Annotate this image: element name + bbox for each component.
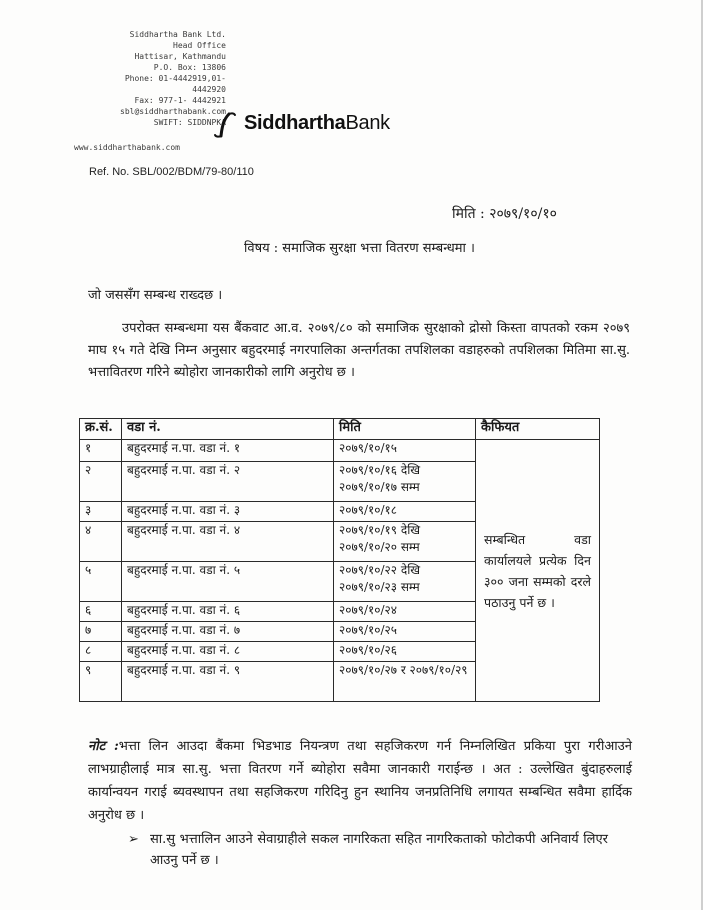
address-line: Fax: 977-1- 4442921 [134, 96, 226, 105]
letter-greeting: जो जससँग सम्बन्ध राख्दछ । [88, 288, 223, 303]
address-line: Siddhartha Bank Ltd. [129, 30, 226, 39]
bank-website: www.siddharthabank.com [74, 143, 180, 152]
cell-serial: १ [80, 440, 122, 462]
cell-serial: ८ [80, 642, 122, 662]
distribution-schedule-table [79, 418, 600, 702]
cell-date: २०७९/१०/१९ देखि २०७९/१०/२० सम्म [334, 522, 476, 562]
cell-ward: बहुदरमाई न.पा. वडा नं. ८ [122, 642, 334, 662]
address-line: sbl@siddharthabank.com [120, 107, 226, 116]
table-row [80, 440, 600, 462]
bullet-text: सा.सु भत्तालिन आउने सेवाग्राहीले सकल नागरिकता सहित नागरिकताको फोटोकपी अनिवार्य लिएर आउनु पर्ने छ । [150, 832, 608, 868]
cell-date: २०७९/१०/२४ [334, 602, 476, 622]
reference-number: Ref. No. SBL/002/BDM/79-80/110 [89, 166, 254, 178]
cell-serial: ७ [80, 622, 122, 642]
header-ward: वडा नं. [122, 419, 334, 440]
cell-ward: बहुदरमाई न.पा. वडा नं. ४ [122, 522, 334, 562]
logo-regular-text: Bank [345, 112, 390, 134]
header-date: मिति [334, 419, 476, 440]
cell-date: २०७९/१०/१५ [334, 440, 476, 462]
cell-date: २०७९/१०/१८ [334, 502, 476, 522]
cell-ward: बहुदरमाई न.पा. वडा नं. ७ [122, 622, 334, 642]
cell-date: २०७९/१०/१६ देखि २०७९/१०/१७ सम्म [334, 462, 476, 502]
address-line: SWIFT: SIDDNPKA [153, 118, 226, 127]
note-paragraph [88, 735, 632, 827]
letter-subject: विषय : समाजिक सुरक्षा भत्ता वितरण सम्बन्धमा । [244, 241, 475, 256]
letter-date: मिति : २०७९/१०/१० [452, 206, 557, 222]
cell-serial: ९ [80, 662, 122, 702]
cell-serial: ५ [80, 562, 122, 602]
cell-ward: बहुदरमाई न.पा. वडा नं. ६ [122, 602, 334, 622]
logo-bold-text: Siddhartha [244, 112, 346, 134]
cell-date: २०७९/१०/२६ [334, 642, 476, 662]
cell-serial: ४ [80, 522, 122, 562]
cell-serial: ६ [80, 602, 122, 622]
cell-ward: बहुदरमाई न.पा. वडा नं. २ [122, 462, 334, 502]
bank-address-block [58, 29, 226, 128]
cell-ward: बहुदरमाई न.पा. वडा नं. ५ [122, 562, 334, 602]
cell-ward: बहुदरमाई न.पा. वडा नं. ३ [122, 502, 334, 522]
cell-date: २०७९/१०/२५ [334, 622, 476, 642]
cell-date: २०७९/१०/२७ र २०७९/१०/२९ [334, 662, 476, 702]
cell-serial: ३ [80, 502, 122, 522]
cell-ward: बहुदरमाई न.पा. वडा नं. ९ [122, 662, 334, 702]
note-label: नोट : [88, 739, 119, 754]
header-serial: क्र.सं. [80, 419, 122, 440]
address-line: Head Office [173, 41, 226, 50]
cell-date: २०७९/१०/२२ देखि २०७९/१०/२३ सम्म [334, 562, 476, 602]
arrow-bullet-icon: ➢ [128, 832, 139, 847]
body-paragraph: उपरोक्त सम्बन्धमा यस बैंकवाट आ.व. २०७९/८० को समाजिक सुरक्षाको द्रोसो किस्ता वापतको रकम २०७९ माघ १५ गते देखि निम्न अनुसार बहुदरमाई नगरपालिका अन्तर्गतका तपशिलका वडाहरुको तपशिलका मितिमा सा.सु. भत्तावितरण गरिने ब्योहोरा जानकारीको लागि अनुरोध छ । [88, 321, 630, 380]
address-line: P.O. Box: 13806 [153, 63, 226, 72]
address-line: Phone: 01-4442919,01- [124, 74, 226, 83]
bank-logo-wordmark [244, 112, 390, 135]
bank-logo-mark-icon [210, 110, 240, 140]
cell-serial: २ [80, 462, 122, 502]
cell-remark: सम्बन्धित वडा कार्यालयले प्रत्येक दिन ३०० जना सम्मको दरले पठाउनु पर्ने छ । [476, 440, 600, 702]
note-text: भत्ता लिन आउदा बैंकमा भिडभाड नियन्त्रण तथा सहजिकरण गर्न निम्नलिखित प्रकिया पुरा गरीआउने लाभग्राहीलाई मात्र सा.सु. भत्ता वितरण गर्ने ब्योहोरा सवैमा जानकारी गराईन्छ । अत : उल्लेखित बुंदाहरुलाई कार्यान्वयन गराई ब्यवस्थापन तथा सहजिकरण गरिदिनु हुन स्थानिय जनप्रतिनिधि लगायत सम्बन्धित सवैमा हार्दिक अनुरोध छ । [88, 739, 632, 823]
bullet-item [128, 829, 608, 871]
header-remark: कैफियत [476, 419, 600, 440]
address-line: Hattisar, Kathmandu [134, 52, 226, 61]
table-header-row [80, 419, 600, 440]
address-line: 4442920 [192, 85, 226, 94]
cell-ward: बहुदरमाई न.पा. वडा नं. १ [122, 440, 334, 462]
